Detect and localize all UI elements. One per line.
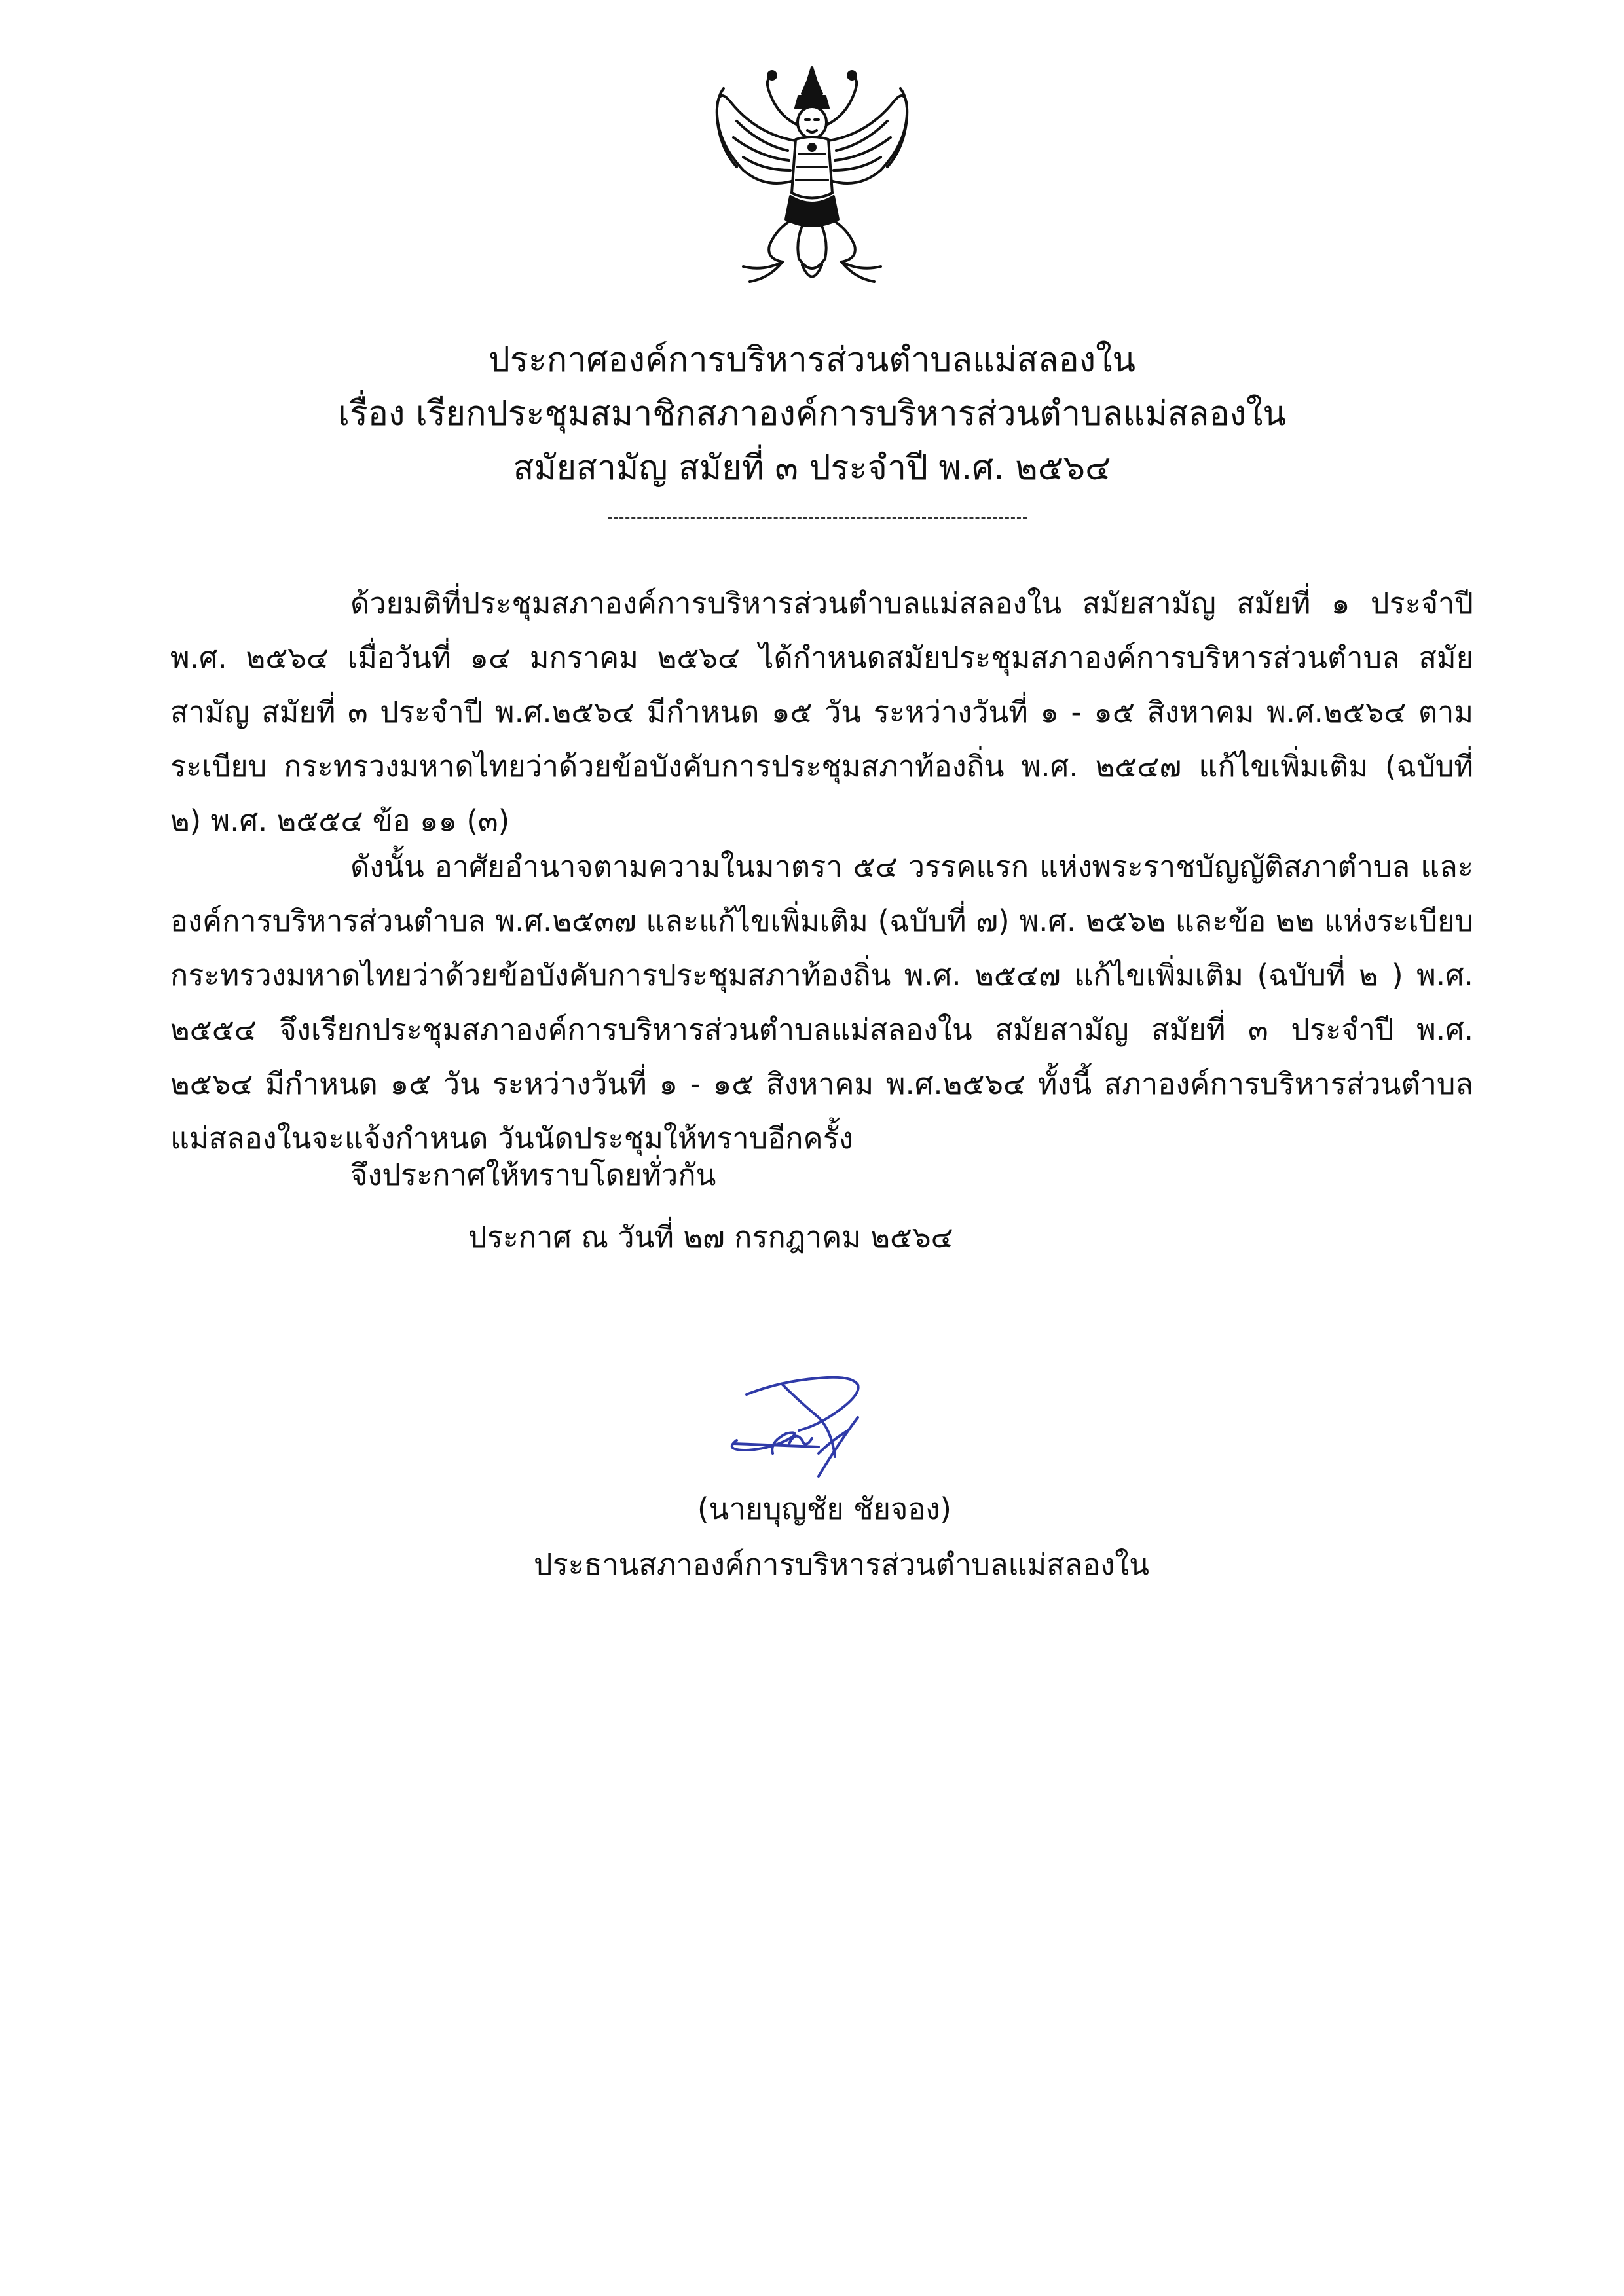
garuda-emblem-icon: [704, 62, 920, 291]
announcement-subject: เรื่อง เรียกประชุมสมาชิกสภาองค์การบริหารส่วนตำบลแม่สลองใน: [338, 394, 1286, 433]
paragraph-resolution: [170, 576, 1473, 848]
announcement-session: สมัยสามัญ สมัยที่ ๓ ประจำปี พ.ศ. ๒๕๖๔: [513, 448, 1111, 488]
signer-title: ประธานสภาองค์การบริหารส่วนตำบลแม่สลองใน: [534, 1547, 1149, 1582]
paragraph-authority: [170, 839, 1473, 1165]
handwritten-signature-icon: [720, 1365, 881, 1489]
title-divider: [608, 517, 1027, 519]
announcement-title: ประกาศองค์การบริหารส่วนตำบลแม่สลองใน: [488, 340, 1136, 380]
paragraph-resolution-text: ด้วยมติที่ประชุมสภาองค์การบริหารส่วนตำบลแม่สลองใน สมัยสามัญ สมัยที่ ๑ ประจำปี พ.ศ. ๒๕๖๔ เมื่อวันที่ ๑๔ มกราคม ๒๕๖๔ ได้กำหนดสมัยประชุมสภาองค์การบริหารส่วนตำบล สมัยสามัญ สมัยที่ ๓ ประจำปี พ.ศ.๒๕๖๔ มีกำหนด ๑๕ วัน ระหว่างวันที่ ๑ - ๑๕ สิงหาคม พ.ศ.๒๕๖๔ ตามระเบียบ กระทรวงมหาดไทยว่าด้วยข้อบังคับการประชุมสภาท้องถิ่น พ.ศ. ๒๕๔๗ แก้ไขเพิ่มเติม (ฉบับที่ ๒) พ.ศ. ๒๕๕๔ ข้อ ๑๑ (๓): [170, 586, 1473, 838]
closing-statement: จึงประกาศให้ทราบโดยทั่วกัน: [350, 1157, 716, 1192]
paragraph-authority-text: ดังนั้น อาศัยอำนาจตามความในมาตรา ๕๔ วรรคแรก แห่งพระราชบัญญัติสภาตำบล และ องค์การบริหารส่วนตำบล พ.ศ.๒๕๓๗ และแก้ไขเพิ่มเติม (ฉบับที่ ๗) พ.ศ. ๒๕๖๒ และข้อ ๒๒ แห่งระเบียบ กระทรวงมหาดไทยว่าด้วยข้อบังคับการประชุมสภาท้องถิ่น พ.ศ. ๒๕๔๗ แก้ไขเพิ่มเติม (ฉบับที่ ๒ ) พ.ศ. ๒๕๕๔ จึงเรียกประชุมสภาองค์การบริหารส่วนตำบลแม่สลองใน สมัยสามัญ สมัยที่ ๓ ประจำปี พ.ศ. ๒๕๖๔ มีกำหนด ๑๕ วัน ระหว่างวันที่ ๑ - ๑๕ สิงหาคม พ.ศ.๒๕๖๔ ทั้งนี้ สภาองค์การบริหารส่วนตำบลแม่สลองในจะแจ้งกำหนด วันนัดประชุมให้ทราบอีกครั้ง: [170, 849, 1473, 1156]
announcement-date: ประกาศ ณ วันที่ ๒๗ กรกฎาคม ๒๕๖๔: [468, 1220, 953, 1254]
signer-name: (นายบุญชัย ชัยจอง): [697, 1491, 951, 1526]
